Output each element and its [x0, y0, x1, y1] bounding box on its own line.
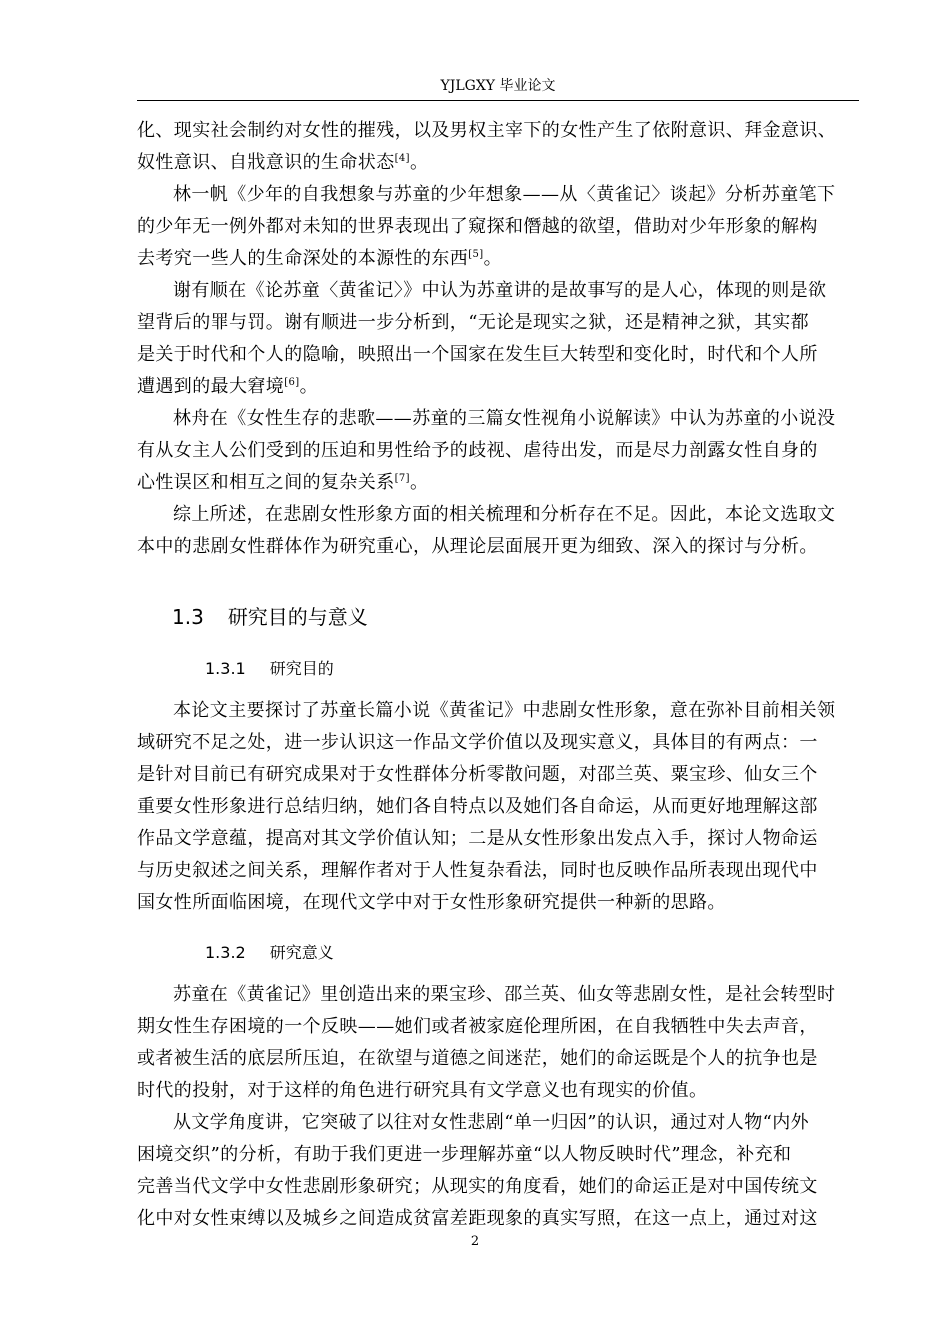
citation: [6]	[284, 377, 300, 388]
citation: [4]	[394, 153, 410, 164]
subsection-number: 1.3.1	[205, 659, 246, 678]
paragraph-2	[137, 179, 859, 275]
text-line: 奴性意识、自戕意识的生命状态[4]。	[137, 152, 429, 173]
subsection-title: 研究目的	[269, 659, 334, 678]
paragraph-4	[137, 403, 859, 499]
text-line: 本中的悲剧女性群体作为研究重心，从理论层面展开更为细致、深入的探讨与分析。	[137, 536, 818, 557]
text-line: 化、现实社会制约对女性的摧残，以及男权主宰下的女性产生了依附意识、拜金意识、	[137, 120, 837, 141]
text-line: 从文学角度讲，它突破了以往对女性悲剧“单一归因”的认识，通过对人物“内外	[173, 1112, 810, 1133]
running-header: YJLGXY 毕业论文	[440, 78, 556, 94]
text-line: 完善当代文学中女性悲剧形象研究；从现实的角度看，她们的命运正是对中国传统文	[137, 1176, 818, 1197]
text-line: 望背后的罪与罚。谢有顺进一步分析到，“无论是现实之狱，还是精神之狱，其实都	[137, 312, 809, 333]
text-line: 林一帆《少年的自我想象与苏童的少年想象——从〈黄雀记〉谈起》分析苏童笔下	[173, 184, 836, 205]
page-number: 2	[470, 1234, 480, 1249]
text-line: 去考究一些人的生命深处的本源性的东西[5]。	[137, 248, 502, 269]
subsection-title: 研究意义	[269, 943, 334, 962]
text-line: 期女性生存困境的一个反映——她们或者被家庭伦理所困，在自我牺牲中失去声音，	[137, 1016, 818, 1037]
text-line: 与历史叙述之间关系，理解作者对于人性复杂看法，同时也反映作品所表现出现代中	[137, 860, 818, 881]
text-line: 有从女主人公们受到的压迫和男性给予的歧视、虐待出发，而是尽力剖露女性自身的	[137, 440, 818, 461]
citation: [7]	[394, 473, 410, 484]
text-line: 国女性所面临困境，在现代文学中对于女性形象研究提供一种新的思路。	[137, 892, 726, 913]
citation: [5]	[468, 249, 484, 260]
text-line: 苏童在《黄雀记》里创造出来的栗宝珍、邵兰英、仙女等悲剧女性，是社会转型时	[173, 984, 836, 1005]
text-line: 化中对女性束缚以及城乡之间造成贫富差距现象的真实写照，在这一点上，通过对这	[137, 1208, 818, 1229]
text-line: 林舟在《女性生存的悲歌——苏童的三篇女性视角小说解读》中认为苏童的小说没	[173, 408, 836, 429]
text-line: 域研究不足之处，进一步认识这一作品文学价值以及现实意义，具体目的有两点：一	[137, 732, 818, 753]
text-line: 或者被生活的底层所压迫，在欲望与道德之间迷茫，她们的命运既是个人的抗争也是	[137, 1048, 818, 1069]
paragraph-6	[137, 695, 859, 919]
text-line: 作品文学意蕴，提高对其文学价值认知；二是从女性形象出发点入手，探讨人物命运	[137, 828, 818, 849]
header-rule	[137, 100, 859, 101]
text-line: 的少年无一例外都对未知的世界表现出了窥探和僭越的欲望，借助对少年形象的解构	[137, 216, 818, 237]
text-line: 遭遇到的最大窘境[6]。	[137, 376, 318, 397]
text-line: 是针对目前已有研究成果对于女性群体分析零散问题，对邵兰英、粟宝珍、仙女三个	[137, 764, 818, 785]
text-line: 困境交织”的分析，有助于我们更进一步理解苏童“以人物反映时代”理念，补充和	[137, 1144, 792, 1165]
section-title: 研究目的与意义	[227, 605, 368, 629]
subsection-heading-1-3-1	[205, 657, 334, 681]
text-line: 谢有顺在《论苏童〈黄雀记〉》中认为苏童讲的是故事写的是人心，体现的则是欲	[173, 280, 827, 301]
text-line: 是关于时代和个人的隐喻，映照出一个国家在发生巨大转型和变化时，时代和个人所	[137, 344, 818, 365]
paragraph-8	[137, 1107, 859, 1235]
subsection-number: 1.3.2	[205, 943, 246, 962]
paragraph-5	[137, 499, 859, 563]
section-number: 1.3	[172, 605, 204, 629]
text-line: 时代的投射，对于这样的角色进行研究具有文学意义也有现实的价值。	[137, 1080, 708, 1101]
subsection-heading-1-3-2	[205, 941, 334, 965]
text-line: 综上所述，在悲剧女性形象方面的相关梳理和分析存在不足。因此，本论文选取文	[173, 504, 836, 525]
text-line: 重要女性形象进行总结归纳，她们各自特点以及她们各自命运，从而更好地理解这部	[137, 796, 818, 817]
text-line: 本论文主要探讨了苏童长篇小说《黄雀记》中悲剧女性形象，意在弥补目前相关领	[173, 700, 836, 721]
paragraph-7	[137, 979, 859, 1107]
paragraph-1	[137, 115, 859, 179]
section-heading-1-3	[172, 603, 368, 631]
text-line: 心性误区和相互之间的复杂关系[7]。	[137, 472, 429, 493]
paragraph-3	[137, 275, 859, 403]
